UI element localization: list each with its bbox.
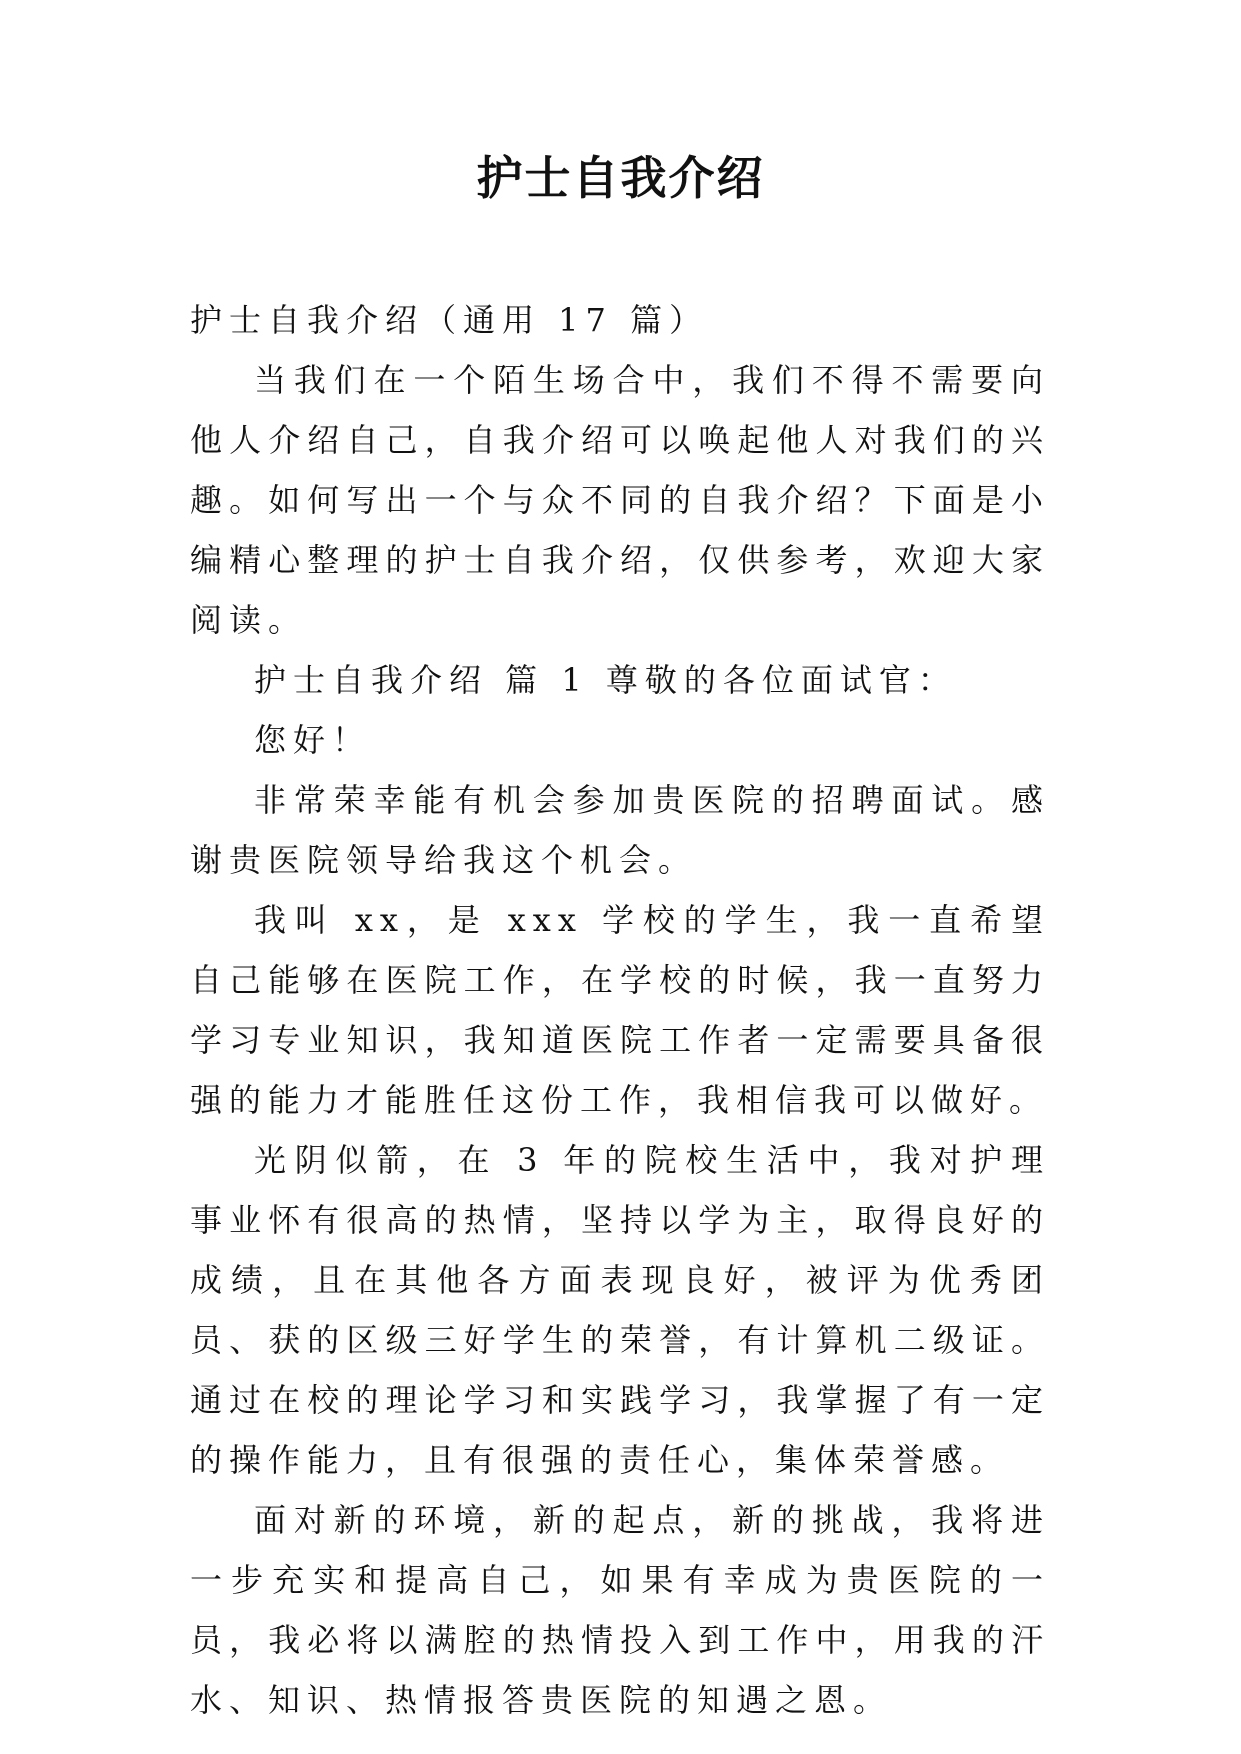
- paragraph-self: 我叫 xx，是 xxx 学校的学生，我一直希望自己能够在医院工作，在学校的时候，我一直努力学习专业知识，我知道医院工作者一定需要具备很强的能力才能胜任这份工作，我相信我可以做好。: [190, 901, 1050, 1119]
- document-subtitle: 护士自我介绍（通用 17 篇）: [190, 301, 709, 339]
- paragraph-thanks: 非常荣幸能有机会参加贵医院的招聘面试。感谢贵医院领导给我这个机会。: [190, 781, 1050, 879]
- paragraph-intro: 当我们在一个陌生场合中，我们不得不需要向他人介绍自己，自我介绍可以唤起他人对我们的兴趣。如何写出一个与众不同的自我介绍？下面是小编精心整理的护士自我介绍，仅供参考，欢迎大家阅读。: [190, 361, 1050, 639]
- document-body: [190, 290, 1050, 1730]
- paragraph-greeting: 您好！: [254, 721, 372, 759]
- paragraph-school-life: 光阴似箭，在 3 年的院校生活中，我对护理事业怀有很高的热情，坚持以学为主，取得良好的成绩，且在其他各方面表现良好，被评为优秀团员、获的区级三好学生的荣誉，有计算机二级证。通过在校的理论学习和实践学习，我掌握了有一定的操作能力，且有很强的责任心，集体荣誉感。: [190, 1141, 1050, 1479]
- paragraph-commitment: 面对新的环境，新的起点，新的挑战，我将进一步充实和提高自己，如果有幸成为贵医院的一员，我必将以满腔的热情投入到工作中，用我的汗水、知识、热情报答贵医院的知遇之恩。: [190, 1501, 1050, 1719]
- document-title: 护士自我介绍: [476, 151, 765, 205]
- paragraph-section-heading: 护士自我介绍 篇 1 尊敬的各位面试官：: [254, 661, 957, 699]
